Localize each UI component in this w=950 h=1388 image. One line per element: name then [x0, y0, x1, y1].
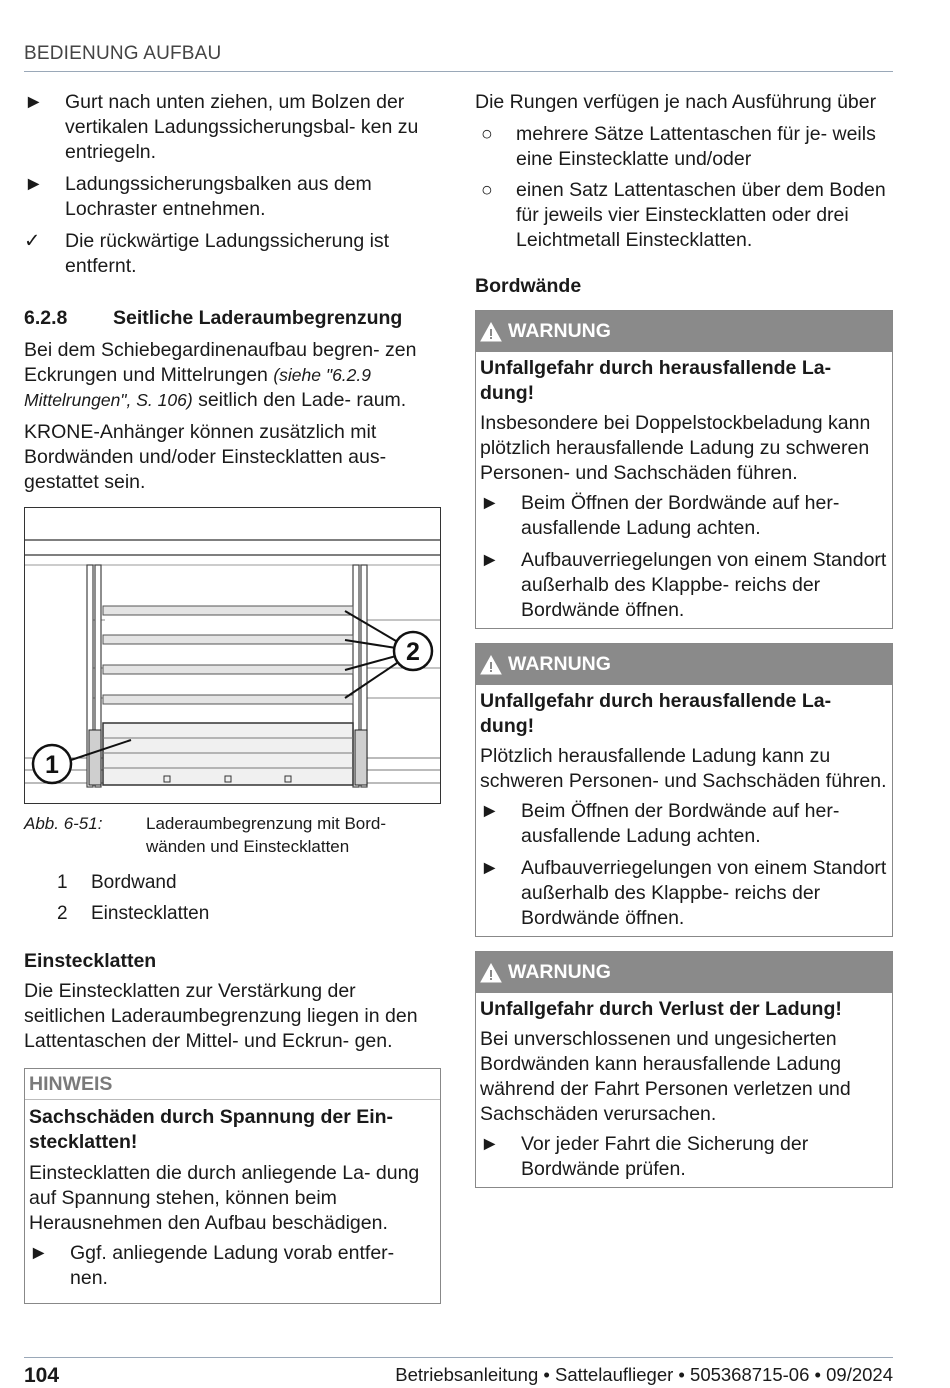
result-item — [24, 229, 441, 279]
notice-step-text: Ggf. anliegende Ladung vorab entfer- nen. — [70, 1242, 395, 1289]
trailer-side-drawing — [25, 508, 440, 803]
page-number: 104 — [24, 1364, 60, 1387]
warning-step-text: Aufbauverriegelungen von einem Standort außerhalb des Klappbe- reichs der Bordwände öffnen. — [521, 549, 887, 621]
section-paragraph — [24, 338, 441, 413]
arrow-bullet-icon: ► — [480, 1133, 500, 1155]
figure-illustration — [24, 507, 441, 804]
list-item — [475, 178, 893, 253]
arrow-bullet-icon: ► — [480, 857, 500, 879]
figure-legend — [24, 870, 441, 926]
warning-title: Unfallgefahr durch Verlust der Ladung! — [480, 998, 842, 1020]
running-header: BEDIENUNG AUFBAU — [24, 43, 222, 64]
legend-number: 1 — [57, 872, 68, 893]
warning-box — [475, 643, 893, 937]
footer-text: Betriebsanleitung • Sattelauflieger • 505368715-06 • 09/2024 — [395, 1364, 893, 1385]
notice-step — [29, 1241, 436, 1291]
warning-body — [476, 352, 892, 628]
warning-body — [476, 685, 892, 936]
arrow-bullet-icon: ► — [29, 1242, 49, 1264]
warning-text: Plötzlich herausfallende Ladung kann zu schweren Personen- und Sachschäden führen. — [480, 745, 887, 792]
list-item-text: mehrere Sätze Lattentaschen für je- weils eine Einstecklatte und/oder — [516, 123, 876, 170]
footer-divider — [24, 1357, 893, 1358]
callout-1: 1 — [45, 751, 59, 779]
notice-text: Einstecklatten die durch anliegende La- dung auf Spannung stehen, können beim Herausnehmen den Aufbau beschädigen. — [29, 1162, 420, 1234]
right-column — [475, 90, 893, 1188]
warning-step — [480, 1132, 888, 1182]
left-column — [24, 90, 441, 1304]
step-text: Ladungssicherungsbalken aus dem Lochraster entnehmen. — [65, 173, 372, 220]
checkmark-icon: ✓ — [24, 230, 41, 252]
header-divider — [24, 71, 893, 72]
notice-label: HINWEIS — [25, 1069, 440, 1100]
circle-bullet-icon: ○ — [481, 123, 493, 145]
arrow-bullet-icon: ► — [24, 91, 44, 113]
section-number: 6.2.8 — [24, 307, 68, 329]
arrow-bullet-icon: ► — [480, 492, 500, 514]
legend-label: Bordwand — [91, 872, 177, 893]
warning-triangle-icon — [480, 655, 502, 675]
list-item — [475, 122, 893, 172]
warning-step-text: Vor jeder Fahrt die Sicherung der Bordwände prüfen. — [521, 1133, 809, 1180]
warning-title: Unfallgefahr durch herausfallende La- dung! — [480, 690, 832, 737]
warning-header — [476, 644, 892, 685]
notice-box — [24, 1068, 441, 1304]
cross-reference-link[interactable]: (siehe "6.2.9 Mittelrungen", S. 106) — [24, 365, 371, 410]
subsection-heading: Einstecklatten — [24, 950, 157, 972]
result-text: Die rückwärtige Ladungssicherung ist entfernt. — [65, 230, 390, 277]
notice-title: Sachschäden durch Spannung der Ein- stecklatten! — [29, 1106, 394, 1153]
section-heading — [24, 307, 441, 330]
legend-number: 2 — [57, 903, 68, 924]
warning-header — [476, 952, 892, 993]
step-item — [24, 172, 441, 222]
option-list — [475, 122, 893, 253]
list-item-text: einen Satz Lattentaschen über dem Boden für jeweils vier Einstecklatten oder drei Leichtmetall Einstecklatten. — [516, 179, 886, 251]
subsection-paragraph: Die Einstecklatten zur Verstärkung der seitlichen Laderaumbegrenzung liegen in den Lattentaschen der Mittel- und Eckrun- gen. — [24, 980, 418, 1052]
warning-title: Unfallgefahr durch herausfallende La- dung! — [480, 357, 832, 404]
warning-box — [475, 310, 893, 629]
paragraph-text: Bei dem Schiebegardinenaufbau begren- zen Eckrungen und Mittelrungen — [24, 339, 417, 386]
warning-step — [480, 548, 888, 623]
caption-label: Abb. 6-51: — [24, 814, 103, 833]
legend-label: Einstecklatten — [91, 903, 210, 924]
caption-text: Laderaumbegrenzung mit Bord- wänden und Einstecklatten — [146, 814, 387, 856]
step-item — [24, 90, 441, 165]
arrow-bullet-icon: ► — [480, 549, 500, 571]
section-title: Seitliche Laderaumbegrenzung — [113, 307, 403, 329]
warning-header — [476, 311, 892, 352]
notice-body — [25, 1158, 440, 1303]
warning-step — [480, 491, 888, 541]
legend-item — [24, 901, 441, 926]
callout-2: 2 — [406, 638, 420, 666]
warning-text: Insbesondere bei Doppelstockbeladung kann plötzlich herausfallende Ladung zu schweren Personen- und Sachschäden führen. — [480, 412, 871, 484]
arrow-bullet-icon: ► — [480, 800, 500, 822]
paragraph-text: seitlich den Lade- raum. — [192, 389, 407, 411]
warning-step-text: Aufbauverriegelungen von einem Standort außerhalb des Klappbe- reichs der Bordwände öffnen. — [521, 857, 887, 929]
warning-step — [480, 856, 888, 931]
warning-box — [475, 951, 893, 1188]
intro-paragraph: Die Rungen verfügen je nach Ausführung über — [475, 91, 877, 113]
warning-label: WARNUNG — [508, 653, 611, 675]
step-list — [24, 90, 441, 279]
arrow-bullet-icon: ► — [24, 173, 44, 195]
circle-bullet-icon: ○ — [481, 179, 493, 201]
step-text: Gurt nach unten ziehen, um Bolzen der vertikalen Ladungssicherungsbal- ken zu entriegeln. — [65, 91, 419, 163]
section-paragraph: KRONE-Anhänger können zusätzlich mit Bordwänden und/oder Einstecklatten aus- gestattet sein. — [24, 421, 387, 493]
warning-label: WARNUNG — [508, 961, 611, 983]
warning-triangle-icon — [480, 322, 502, 342]
warning-label: WARNUNG — [508, 320, 611, 342]
warning-body — [476, 993, 892, 1187]
warning-step-text: Beim Öffnen der Bordwände auf her- ausfallende Ladung achten. — [521, 492, 840, 539]
warning-step — [480, 799, 888, 849]
warning-step-text: Beim Öffnen der Bordwände auf her- ausfallende Ladung achten. — [521, 800, 840, 847]
figure-caption — [24, 812, 441, 858]
warning-text: Bei unverschlossenen und ungesicherten Bordwänden kann herausfallende Ladung während der Fahrt Personen verletzen und Sachschäden verursachen. — [480, 1028, 851, 1125]
warning-triangle-icon — [480, 963, 502, 983]
legend-item — [24, 870, 441, 895]
subsection-heading: Bordwände — [475, 275, 582, 297]
